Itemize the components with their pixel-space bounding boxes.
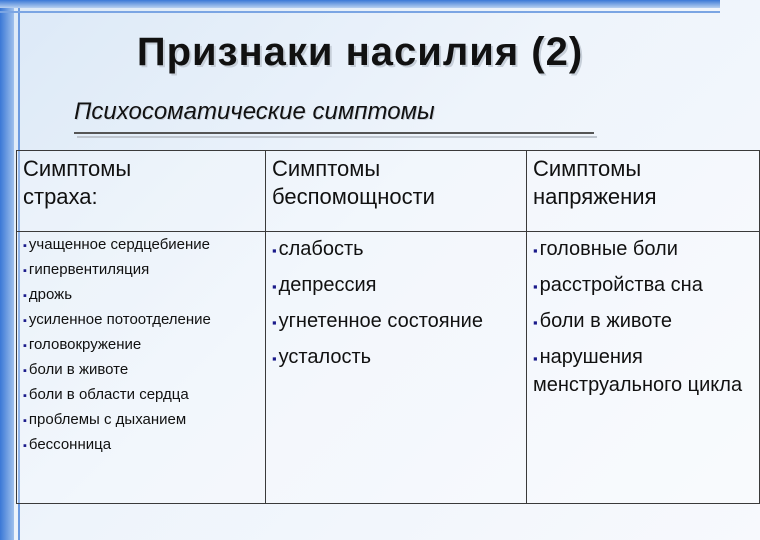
- list-item: [533, 344, 753, 398]
- bullet-icon: ▪: [272, 351, 277, 366]
- header-helplessness: [266, 151, 527, 232]
- bullet-icon: ▪: [23, 240, 27, 252]
- top-accent-bar: [0, 0, 720, 8]
- bullet-icon: ▪: [23, 265, 27, 277]
- list-item-text: боли в животе: [28, 361, 129, 378]
- bullet-icon: ▪: [272, 315, 277, 330]
- list-item: [23, 311, 259, 330]
- list-item-text: учащенное сердцебиение: [28, 236, 211, 253]
- list-item-text: гипервентиляция: [28, 261, 150, 278]
- bullet-icon: ▪: [533, 315, 538, 330]
- list-item: [272, 344, 520, 372]
- list-item: [533, 308, 753, 336]
- list-item: [23, 386, 259, 405]
- subtitle-underline: [74, 132, 594, 134]
- list-item: [533, 236, 753, 264]
- list-item-text: усиленное потоотделение: [28, 311, 211, 328]
- list-item-text: боли в животе: [539, 310, 673, 332]
- list-item: [272, 308, 520, 336]
- bullet-icon: ▪: [533, 243, 538, 258]
- list-item-text: нарушения менструального цикла: [533, 346, 743, 396]
- list-item: [23, 361, 259, 380]
- list-item-text: бессонница: [28, 436, 112, 453]
- slide-title: Признаки насилия (2): [136, 30, 584, 74]
- list-item-text: проблемы с дыханием: [28, 411, 187, 428]
- bullet-icon: ▪: [533, 351, 538, 366]
- header-fear-line2: страха:: [23, 184, 98, 209]
- bullet-icon: ▪: [23, 415, 27, 427]
- bullet-icon: ▪: [272, 243, 277, 258]
- bullet-icon: ▪: [272, 279, 277, 294]
- list-item-text: угнетенное состояние: [278, 310, 483, 332]
- bullet-icon: ▪: [23, 440, 27, 452]
- list-item-text: головокружение: [28, 336, 142, 353]
- list-item-text: боли в области сердца: [28, 386, 189, 403]
- helplessness-symptoms-cell: [266, 232, 527, 504]
- bullet-icon: ▪: [23, 365, 27, 377]
- list-item: [23, 336, 259, 355]
- table-body-row: [17, 232, 760, 504]
- slide-subtitle: Психосоматические симптомы: [74, 98, 435, 125]
- list-item: [23, 411, 259, 430]
- bullet-icon: ▪: [533, 279, 538, 294]
- list-item: [23, 236, 259, 255]
- list-item-text: слабость: [278, 238, 364, 260]
- list-item: [23, 261, 259, 280]
- list-item: [272, 236, 520, 264]
- list-item-text: усталость: [278, 346, 372, 368]
- list-item-text: дрожь: [28, 286, 73, 303]
- header-tension-line1: Симптомы: [533, 156, 642, 181]
- header-fear: [17, 151, 266, 232]
- symptoms-table: [16, 150, 760, 504]
- bullet-icon: ▪: [23, 390, 27, 402]
- fear-symptoms-cell: [17, 232, 266, 504]
- list-item-text: расстройства сна: [539, 274, 703, 296]
- list-item-text: депрессия: [278, 274, 377, 296]
- bullet-icon: ▪: [23, 315, 27, 327]
- tension-symptoms-cell: [527, 232, 760, 504]
- list-item: [533, 272, 753, 300]
- header-tension-line2: напряжения: [533, 184, 657, 209]
- table-header-row: [17, 151, 760, 232]
- header-helplessness-line2: беспомощности: [272, 184, 435, 209]
- subtitle-underline-shadow: [77, 136, 597, 138]
- header-tension: [527, 151, 760, 232]
- top-accent-line: [0, 11, 720, 13]
- header-helplessness-line1: Симптомы: [272, 156, 381, 181]
- list-item: [272, 272, 520, 300]
- header-fear-line1: Симптомы: [23, 156, 132, 181]
- left-accent-bar: [0, 0, 14, 540]
- bullet-icon: ▪: [23, 290, 27, 302]
- list-item: [23, 436, 259, 455]
- bullet-icon: ▪: [23, 340, 27, 352]
- list-item-text: головные боли: [539, 238, 678, 260]
- list-item: [23, 286, 259, 305]
